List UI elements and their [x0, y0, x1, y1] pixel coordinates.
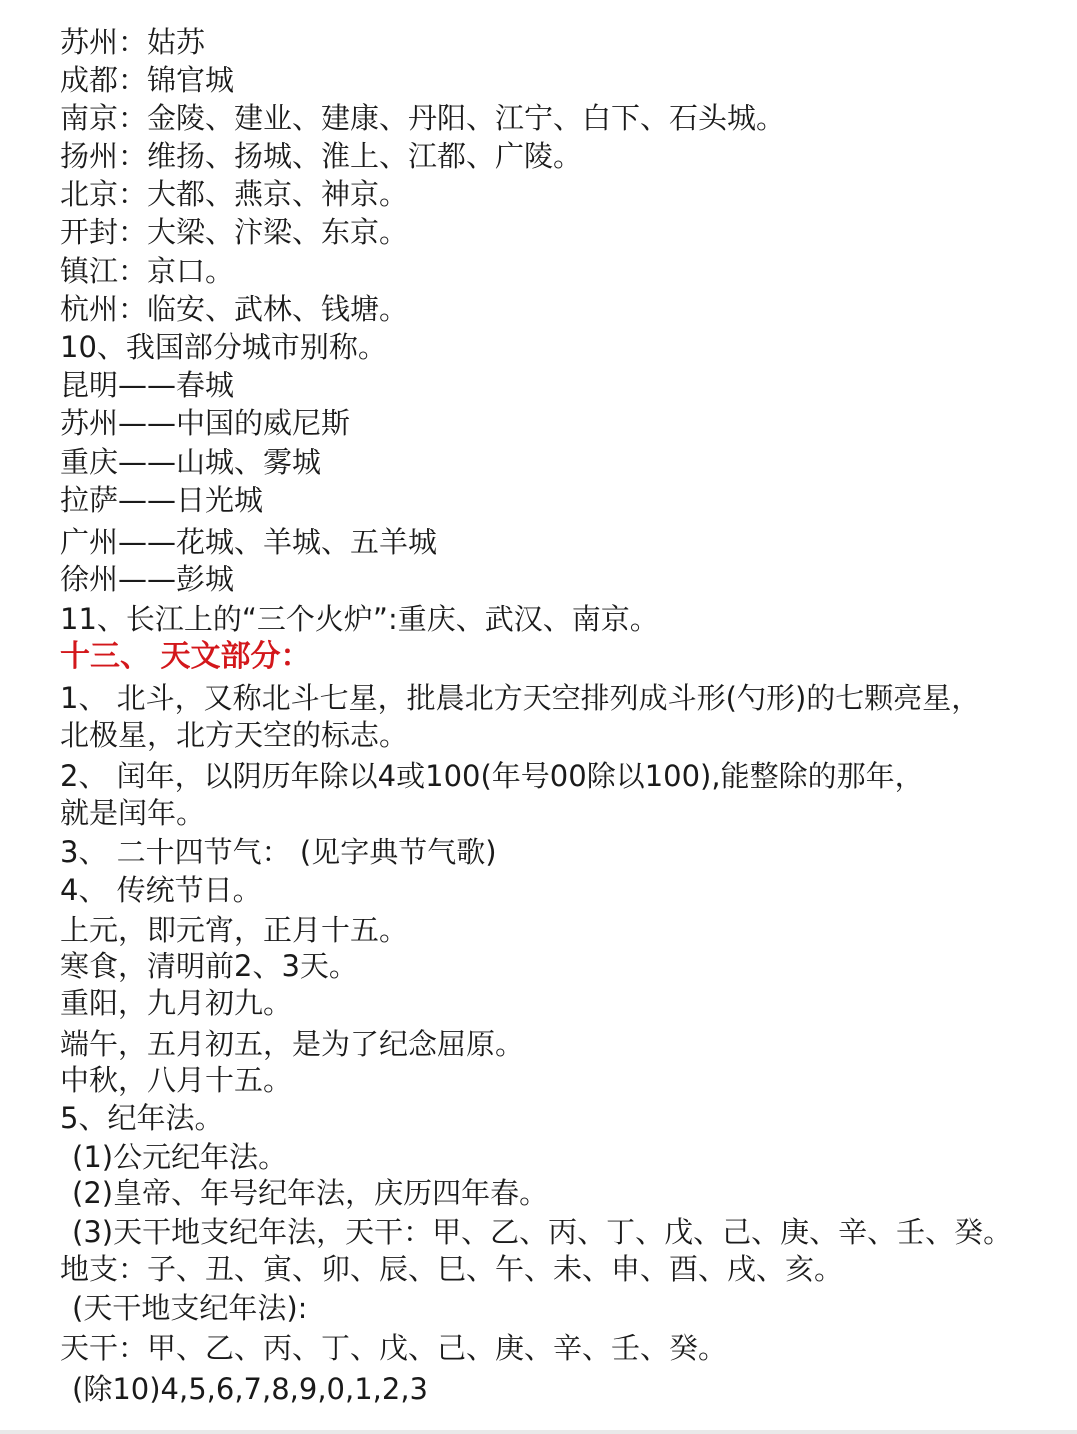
text-line: 端午，五月初五，是为了纪念屈原。	[60, 1027, 525, 1061]
section-item: 10、我国部分城市别称。	[60, 330, 387, 364]
text-line: 5、纪年法。	[60, 1101, 224, 1135]
text-line: 扬州：维扬、扬城、淮上、江都、广陵。	[60, 139, 583, 173]
text-line: 南京：金陵、建业、建康、丹阳、江宁、白下、石头城。	[60, 101, 786, 135]
text-line: (3)天干地支纪年法，天干：甲、乙、丙、丁、戊、己、庚、辛、壬、癸。	[72, 1215, 1013, 1249]
text-line: 重阳，九月初九。	[60, 986, 293, 1020]
page-bottom-divider	[0, 1430, 1077, 1434]
text-line: 昆明——春城	[60, 368, 235, 402]
text-line: 天干：甲、乙、丙、丁、戊、己、庚、辛、壬、癸。	[60, 1331, 728, 1365]
text-line: (1)公元纪年法。	[72, 1140, 288, 1174]
text-line: 北极星，北方天空的标志。	[60, 718, 409, 752]
text-line: 3、 二十四节气： (见字典节气歌)	[60, 835, 497, 869]
text-line: 开封：大梁、汴梁、东京。	[60, 215, 409, 249]
text-line: 杭州：临安、武林、钱塘。	[60, 292, 409, 326]
text-line: 镇江：京口。	[60, 254, 235, 288]
text-line: 苏州——中国的威尼斯	[60, 406, 351, 440]
text-line: 徐州——彭城	[60, 562, 235, 596]
section-item: 11、长江上的“三个火炉”:重庆、武汉、南京。	[60, 602, 659, 636]
text-line: 寒食，清明前2、3天。	[60, 949, 358, 983]
text-line: 苏州：姑苏	[60, 25, 206, 59]
text-line: 重庆——山城、雾城	[60, 445, 322, 479]
text-line: 上元，即元宵，正月十五。	[60, 913, 409, 947]
text-line: 4、 传统节日。	[60, 873, 262, 907]
text-line: 地支：子、丑、寅、卯、辰、巳、午、未、申、酉、戌、亥。	[60, 1252, 844, 1286]
text-line: 中秋，八月十五。	[60, 1063, 293, 1097]
section-heading: 十三、 天文部分：	[60, 639, 311, 674]
text-line: (2)皇帝、年号纪年法，庆历四年春。	[72, 1176, 549, 1210]
text-line: 1、 北斗，又称北斗七星，批晨北方天空排列成斗形(勺形)的七颗亮星，	[60, 681, 981, 715]
text-line: (天干地支纪年法):	[72, 1291, 308, 1325]
text-line: 广州——花城、羊城、五羊城	[60, 525, 438, 559]
text-line: 就是闰年。	[60, 796, 206, 830]
text-line: (除10)4,5,6,7,8,9,0,1,2,3	[72, 1372, 429, 1406]
text-line: 北京：大都、燕京、神京。	[60, 177, 409, 211]
text-line: 成都：锦官城	[60, 63, 235, 97]
text-line: 拉萨——日光城	[60, 483, 264, 517]
text-line: 2、 闰年，以阴历年除以4或100(年号00除以100),能整除的那年，	[60, 759, 924, 793]
